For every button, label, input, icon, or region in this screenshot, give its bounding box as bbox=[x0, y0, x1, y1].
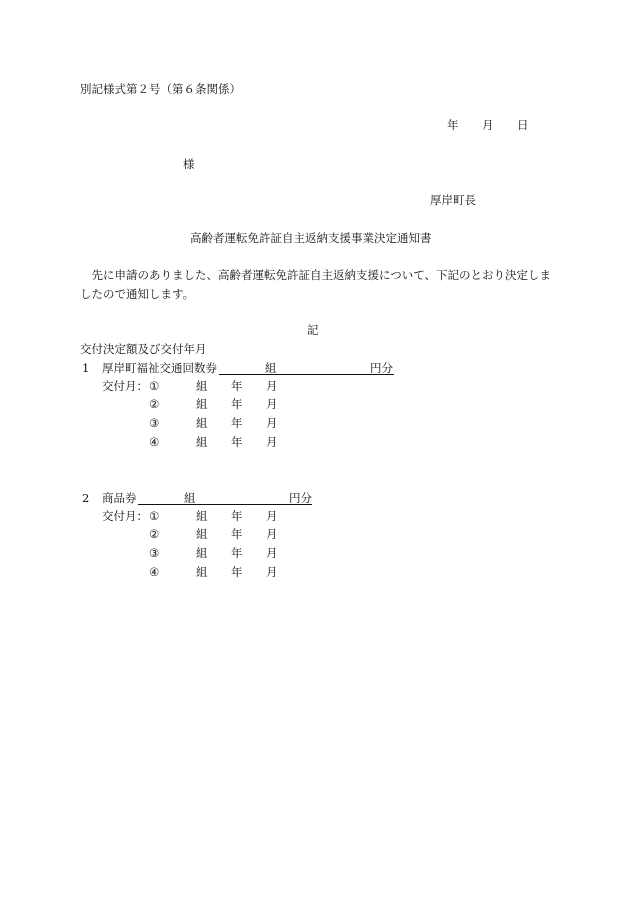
row-month: 月 bbox=[266, 397, 278, 411]
row-year: 年 bbox=[231, 397, 243, 411]
row-set: 組 bbox=[196, 397, 208, 411]
item-1-number: 1 bbox=[82, 361, 90, 375]
row-set: 組 bbox=[196, 416, 208, 430]
row-mark: ③ bbox=[149, 416, 160, 430]
body-paragraph: 先に申請のありました、高齢者運転免許証自主返納支援について、下記のとおり決定しましたので通知します。 bbox=[80, 268, 552, 301]
row-mark: ④ bbox=[149, 435, 160, 449]
row-set: 組 bbox=[196, 379, 208, 393]
date-month: 月 bbox=[482, 118, 494, 132]
item-2-issue-label: 交付月： bbox=[102, 509, 148, 523]
section-heading: 交付決定額及び交付年月 bbox=[80, 342, 207, 356]
addressee-suffix: 様 bbox=[183, 157, 195, 171]
row-month: 月 bbox=[266, 435, 278, 449]
row-year: 年 bbox=[231, 416, 243, 430]
row-year: 年 bbox=[231, 527, 243, 541]
row-year: 年 bbox=[231, 379, 243, 393]
row-set: 組 bbox=[196, 435, 208, 449]
form-number: 別記様式第２号（第６条関係） bbox=[80, 82, 241, 96]
date-day: 日 bbox=[517, 118, 529, 132]
item-2-set-unit: 組 bbox=[184, 491, 196, 505]
item-1-amount-line bbox=[219, 361, 394, 375]
item-2-number: 2 bbox=[82, 491, 90, 505]
row-year: 年 bbox=[231, 565, 243, 579]
row-month: 月 bbox=[266, 416, 278, 430]
item-2-yen-unit: 円分 bbox=[289, 491, 312, 505]
item-2-name: 商品券 bbox=[102, 491, 137, 505]
date-year: 年 bbox=[447, 118, 459, 132]
row-month: 月 bbox=[266, 546, 278, 560]
row-year: 年 bbox=[231, 509, 243, 523]
item-1-yen-unit: 円分 bbox=[370, 361, 393, 375]
row-set: 組 bbox=[196, 546, 208, 560]
sender-name: 厚岸町長 bbox=[430, 193, 476, 207]
row-month: 月 bbox=[266, 509, 278, 523]
row-year: 年 bbox=[231, 546, 243, 560]
ki-label: 記 bbox=[307, 323, 319, 337]
row-mark: ② bbox=[149, 527, 160, 541]
row-mark: ① bbox=[149, 509, 160, 523]
item-1-issue-label: 交付月： bbox=[102, 379, 148, 393]
row-mark: ① bbox=[149, 379, 160, 393]
row-month: 月 bbox=[266, 527, 278, 541]
document-title: 高齢者運転免許証自主返納支援事業決定通知書 bbox=[190, 231, 432, 245]
row-mark: ④ bbox=[149, 565, 160, 579]
row-set: 組 bbox=[196, 565, 208, 579]
row-month: 月 bbox=[266, 565, 278, 579]
row-mark: ③ bbox=[149, 546, 160, 560]
row-set: 組 bbox=[196, 527, 208, 541]
row-month: 月 bbox=[266, 379, 278, 393]
row-year: 年 bbox=[231, 435, 243, 449]
row-mark: ② bbox=[149, 397, 160, 411]
item-2-amount-line bbox=[138, 491, 312, 505]
item-1-set-unit: 組 bbox=[265, 361, 277, 375]
item-1-name: 厚岸町福祉交通回数券 bbox=[102, 361, 217, 375]
row-set: 組 bbox=[196, 509, 208, 523]
